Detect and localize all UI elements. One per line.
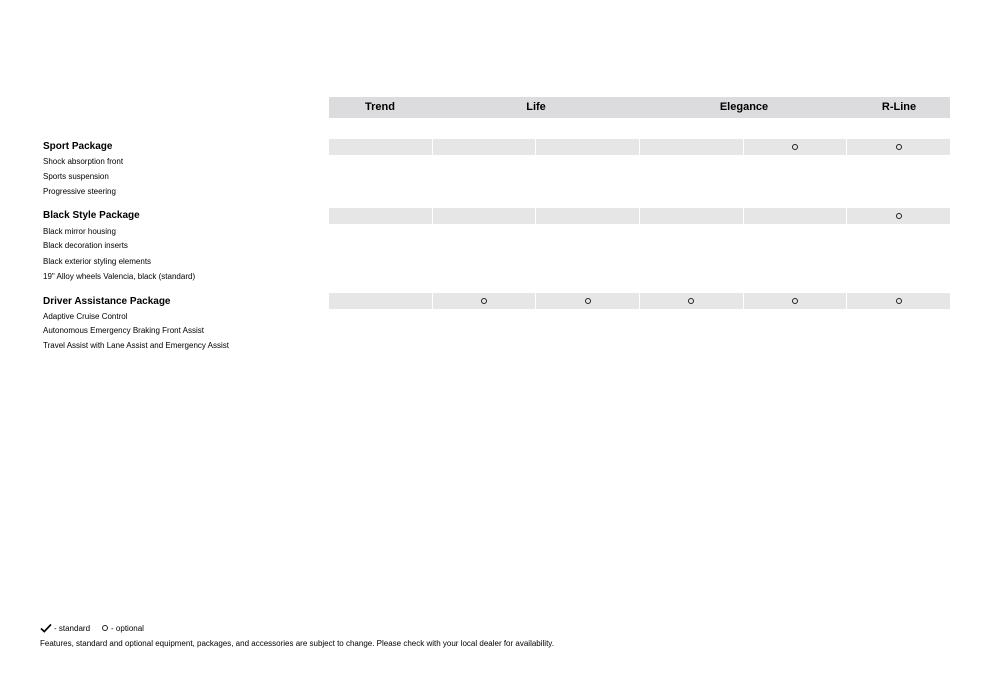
availability-cell	[433, 293, 536, 309]
availability-cell	[640, 293, 743, 309]
optional-circle-icon	[792, 144, 798, 150]
availability-cell	[744, 208, 847, 224]
optional-circle-icon	[896, 298, 902, 304]
availability-cell	[329, 139, 432, 155]
optional-circle-icon	[688, 298, 694, 304]
availability-cell	[640, 139, 743, 155]
black-style-package-item: Black exterior styling elements	[43, 257, 152, 266]
availability-cell	[847, 293, 950, 309]
availability-cell	[433, 208, 536, 224]
sport-package-item: Shock absorption front	[43, 157, 124, 166]
driver-assistance-package-availability-row	[329, 293, 950, 309]
availability-cell	[536, 208, 639, 224]
availability-cell	[640, 208, 743, 224]
legend	[40, 622, 144, 634]
column-header-trend: Trend	[365, 101, 395, 113]
sport-package-availability-row	[329, 139, 950, 155]
sport-package-item: Progressive steering	[43, 187, 116, 196]
sport-package-title: Sport Package	[43, 141, 113, 152]
availability-cell	[433, 139, 536, 155]
availability-cell	[329, 293, 432, 309]
black-style-package-availability-row	[329, 208, 950, 224]
optional-circle-icon	[792, 298, 798, 304]
optional-circle-icon	[896, 213, 902, 219]
availability-cell	[847, 139, 950, 155]
column-header-r-line: R-Line	[881, 101, 917, 113]
black-style-package-item: Black mirror housing	[43, 227, 116, 236]
availability-cell	[847, 208, 950, 224]
black-style-package-item: Black decoration inserts	[43, 241, 128, 250]
optional-circle-icon	[585, 298, 591, 304]
legend-optional-label: - optional	[111, 623, 144, 633]
legend-standard-label: - standard	[54, 623, 91, 633]
checkmark-icon	[40, 623, 52, 633]
black-style-package-title: Black Style Package	[43, 210, 140, 221]
trim-header-bar	[329, 97, 950, 118]
availability-cell	[329, 208, 432, 224]
optional-circle-icon	[896, 144, 902, 150]
optional-circle-icon	[102, 625, 108, 631]
optional-circle-icon	[481, 298, 487, 304]
availability-cell	[744, 293, 847, 309]
driver-assistance-package-item: Travel Assist with Lane Assist and Emergency Assist	[43, 341, 230, 350]
driver-assistance-package-item: Autonomous Emergency Braking Front Assist	[43, 326, 204, 335]
driver-assistance-package-title: Driver Assistance Package	[43, 296, 171, 307]
column-header-life: Life	[526, 101, 546, 113]
availability-cell	[536, 139, 639, 155]
availability-cell	[744, 139, 847, 155]
driver-assistance-package-item: Adaptive Cruise Control	[43, 312, 128, 321]
column-header-elegance: Elegance	[719, 101, 769, 113]
footnote: Features, standard and optional equipment, packages, and accessories are subject to change. Please check with your local dealer for availability.	[40, 639, 554, 648]
black-style-package-item: 19" Alloy wheels Valencia, black (standard)	[43, 272, 196, 281]
availability-cell	[536, 293, 639, 309]
sport-package-item: Sports suspension	[43, 172, 109, 181]
